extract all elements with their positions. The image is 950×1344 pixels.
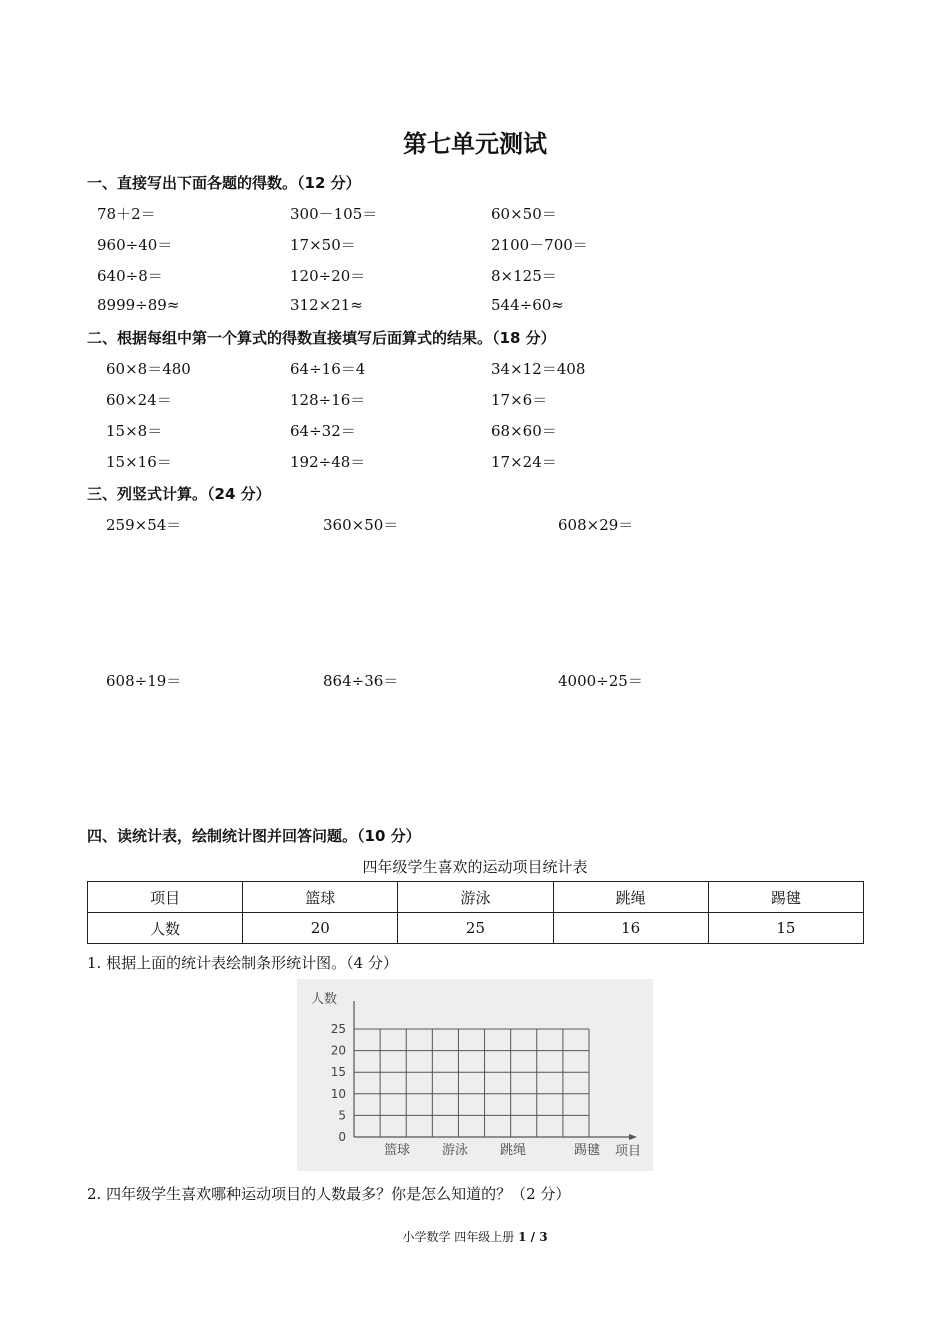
part3-item: 864÷36＝ [323, 672, 399, 690]
part3-item: 360×50＝ [323, 516, 399, 534]
section-2-heading: 二、根据每组中第一个算式的得数直接填写后面算式的结果。（18 分） [87, 329, 556, 347]
part1-item: 8×125＝ [491, 267, 557, 285]
part1-item: 960÷40＝ [97, 236, 173, 254]
part2-item: 60×8＝480 [106, 360, 191, 378]
part2-item: 192÷48＝ [290, 453, 366, 471]
table-cell: 游泳 [398, 882, 553, 913]
page-number: 1 / 3 [518, 1230, 548, 1244]
y-tick-label: 20 [330, 1043, 346, 1058]
x-axis-label: 项目 [615, 1144, 642, 1159]
part2-item: 64÷16＝4 [290, 360, 366, 378]
part1-item: 120÷20＝ [290, 267, 366, 285]
part3-item: 4000÷25＝ [558, 672, 643, 690]
y-tick-label: 5 [338, 1108, 346, 1123]
part1-item: 17×50＝ [290, 236, 356, 254]
part3-item: 608÷19＝ [106, 672, 182, 690]
table-header-row [88, 882, 864, 913]
part2-item: 17×6＝ [491, 391, 548, 409]
table-cell: 踢毽 [708, 882, 863, 913]
part2-item: 34×12＝408 [491, 360, 586, 378]
y-tick-label: 15 [330, 1065, 346, 1080]
y-tick-label: 10 [330, 1086, 346, 1101]
x-category-label: 跳绳 [499, 1143, 527, 1158]
part1-item: 312×21≈ [290, 296, 363, 314]
y-axis-label: 人数 [311, 992, 338, 1007]
x-category-label: 篮球 [383, 1143, 411, 1158]
part2-item: 15×16＝ [106, 453, 172, 471]
y-tick-label: 0 [338, 1130, 346, 1144]
chart-svg [297, 979, 653, 1171]
part2-item: 68×60＝ [491, 422, 557, 440]
table-cell: 16 [553, 913, 708, 944]
part2-item: 15×8＝ [106, 422, 163, 440]
table-cell: 人数 [88, 913, 243, 944]
part1-item: 640÷8＝ [97, 267, 163, 285]
y-tick-label: 25 [330, 1022, 346, 1036]
part2-item: 17×24＝ [491, 453, 557, 471]
bar-chart-grid [297, 979, 653, 1171]
section-3-heading: 三、列竖式计算。（24 分） [87, 485, 271, 503]
part3-item: 259×54＝ [106, 516, 182, 534]
x-category-label: 踢毽 [573, 1143, 601, 1158]
part1-item: 60×50＝ [491, 205, 557, 223]
x-axis-arrow-icon [629, 1134, 637, 1140]
table-cell: 20 [243, 913, 398, 944]
table-cell: 跳绳 [553, 882, 708, 913]
x-category-label: 游泳 [441, 1143, 469, 1158]
part2-item: 60×24＝ [106, 391, 172, 409]
page-footer [0, 1228, 950, 1245]
question-1: 1. 根据上面的统计表绘制条形统计图。（4 分） [87, 954, 398, 972]
page-title: 第七单元测试 [403, 130, 547, 158]
table-caption: 四年级学生喜欢的运动项目统计表 [362, 858, 588, 876]
question-2: 2. 四年级学生喜欢哪种运动项目的人数最多？你是怎么知道的？（2 分） [87, 1185, 571, 1203]
part2-item: 64÷32＝ [290, 422, 356, 440]
part1-item: 8999÷89≈ [97, 296, 180, 314]
section-4-heading: 四、读统计表，绘制统计图并回答问题。（10 分） [87, 827, 421, 845]
footer-text: 小学数学 四年级上册 [402, 1230, 515, 1244]
part1-item: 300－105＝ [290, 205, 378, 223]
table-row [88, 913, 864, 944]
table-cell: 25 [398, 913, 553, 944]
part1-item: 2100－700＝ [491, 236, 588, 254]
part3-item: 608×29＝ [558, 516, 634, 534]
table-cell: 15 [708, 913, 863, 944]
part1-item: 544÷60≈ [491, 296, 564, 314]
stats-table [87, 881, 864, 944]
section-1-heading: 一、直接写出下面各题的得数。（12 分） [87, 174, 361, 192]
part1-item: 78＋2＝ [97, 205, 156, 223]
table-cell: 项目 [88, 882, 243, 913]
part2-item: 128÷16＝ [290, 391, 366, 409]
table-cell: 篮球 [243, 882, 398, 913]
